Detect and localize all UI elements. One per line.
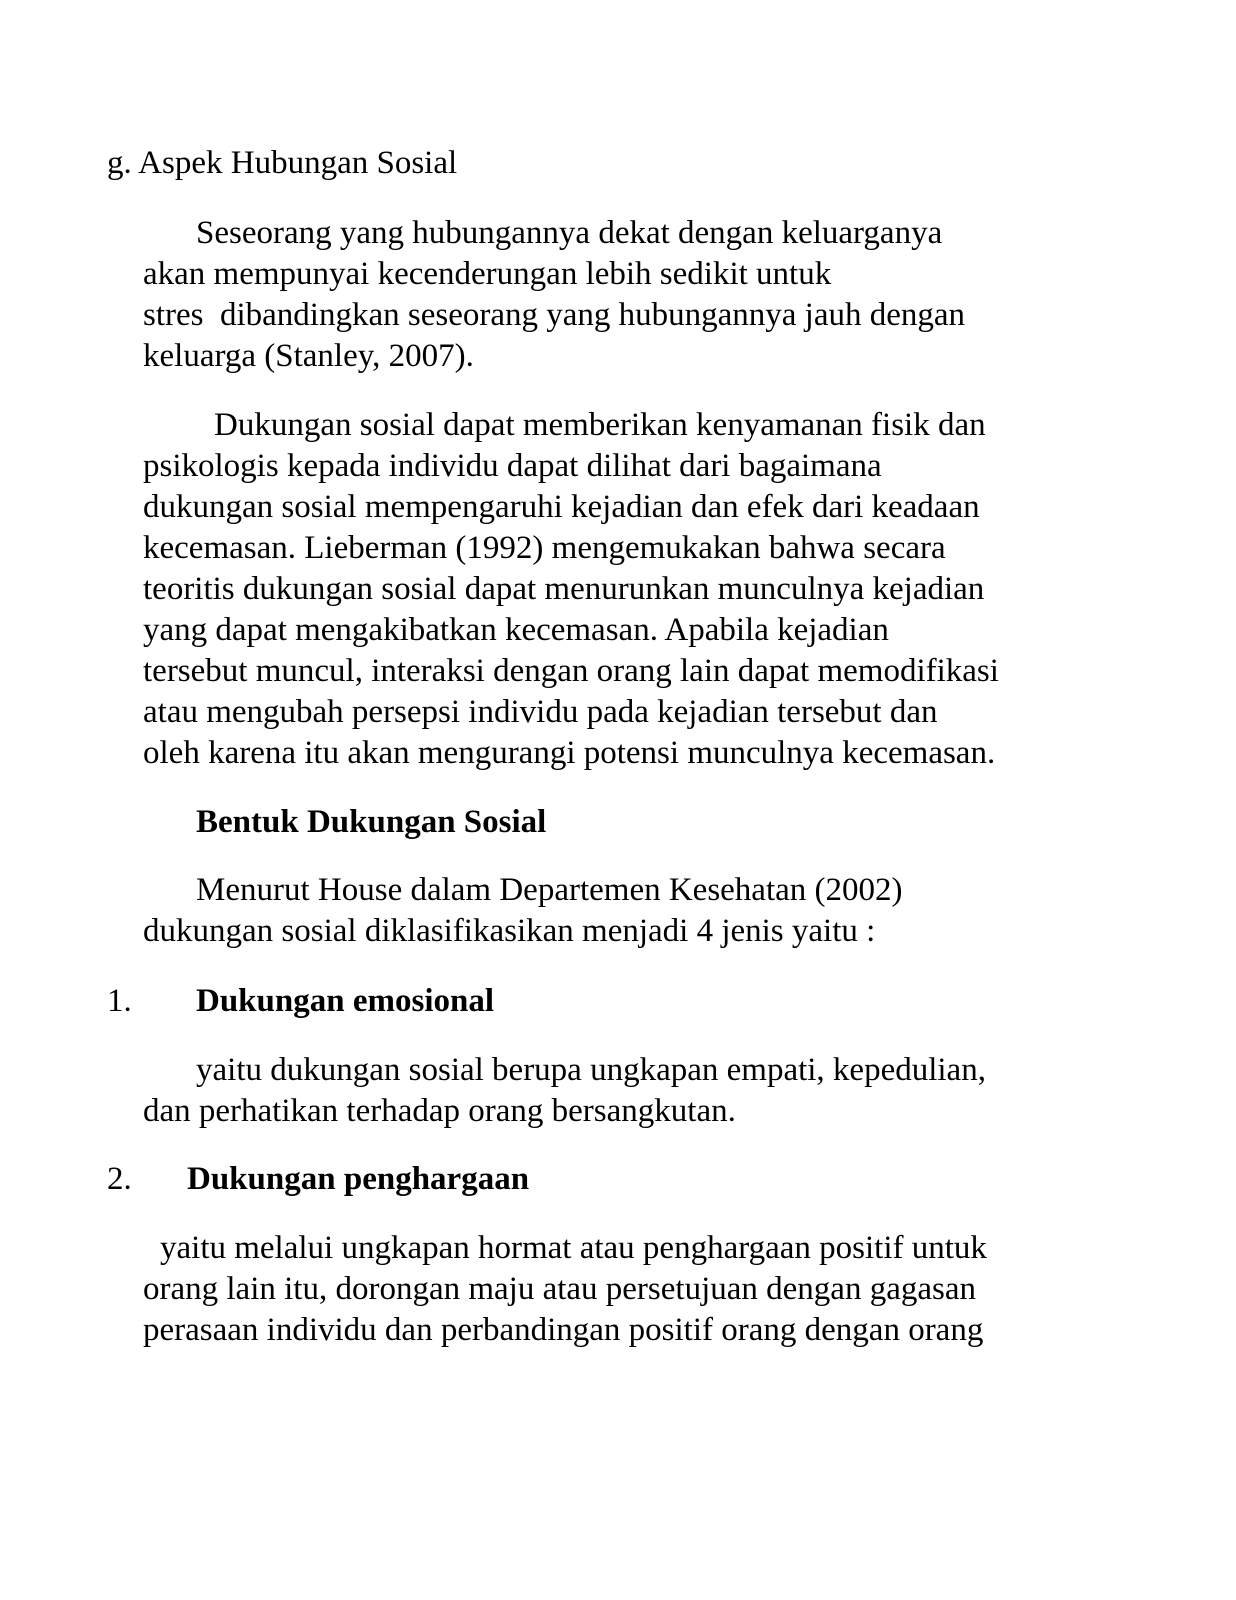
paragraph-line: tersebut muncul, interaksi dengan orang lain dapat memodifikasi [143, 653, 999, 689]
paragraph-line: dukungan sosial mempengaruhi kejadian dan efek dari keadaan [143, 489, 980, 525]
paragraph-line: Menurut House dalam Departemen Kesehatan (2002) [196, 872, 903, 908]
list-item-number: 2. [107, 1161, 132, 1197]
paragraph-line: yang dapat mengakibatkan kecemasan. Apabila kejadian [143, 612, 889, 648]
paragraph-line: perasaan individu dan perbandingan positif orang dengan orang [143, 1312, 984, 1348]
paragraph-line: akan mempunyai kecenderungan lebih sedikit untuk [143, 256, 832, 292]
paragraph-line: orang lain itu, dorongan maju atau persetujuan dengan gagasan [143, 1271, 976, 1307]
paragraph-line: Dukungan sosial dapat memberikan kenyamanan fisik dan [214, 407, 986, 443]
paragraph-line: psikologis kepada individu dapat dilihat dari bagaimana [143, 448, 882, 484]
paragraph-line: yaitu melalui ungkapan hormat atau penghargaan positif untuk [160, 1230, 987, 1266]
paragraph-line: atau mengubah persepsi individu pada kejadian tersebut dan [143, 694, 938, 730]
subheading: Bentuk Dukungan Sosial [196, 804, 547, 840]
paragraph-line: Seseorang yang hubungannya dekat dengan keluarganya [196, 215, 943, 251]
paragraph-line: oleh karena itu akan mengurangi potensi munculnya kecemasan. [143, 735, 996, 771]
paragraph-line: keluarga (Stanley, 2007). [143, 338, 474, 374]
list-item-title: Dukungan emosional [196, 983, 495, 1019]
paragraph-line: dan perhatikan terhadap orang bersangkutan. [143, 1093, 736, 1129]
paragraph-line: yaitu dukungan sosial berupa ungkapan empati, kepedulian, [196, 1052, 986, 1088]
paragraph-line: stres dibandingkan seseorang yang hubungannya jauh dengan [143, 297, 966, 333]
section-heading: g. Aspek Hubungan Sosial [107, 145, 458, 181]
paragraph-line: kecemasan. Lieberman (1992) mengemukakan bahwa secara [143, 530, 946, 566]
list-item-number: 1. [107, 983, 132, 1019]
paragraph-line: teoritis dukungan sosial dapat menurunkan munculnya kejadian [143, 571, 985, 607]
list-item-title: Dukungan penghargaan [187, 1161, 530, 1197]
paragraph-line: dukungan sosial diklasifikasikan menjadi 4 jenis yaitu : [143, 913, 876, 949]
